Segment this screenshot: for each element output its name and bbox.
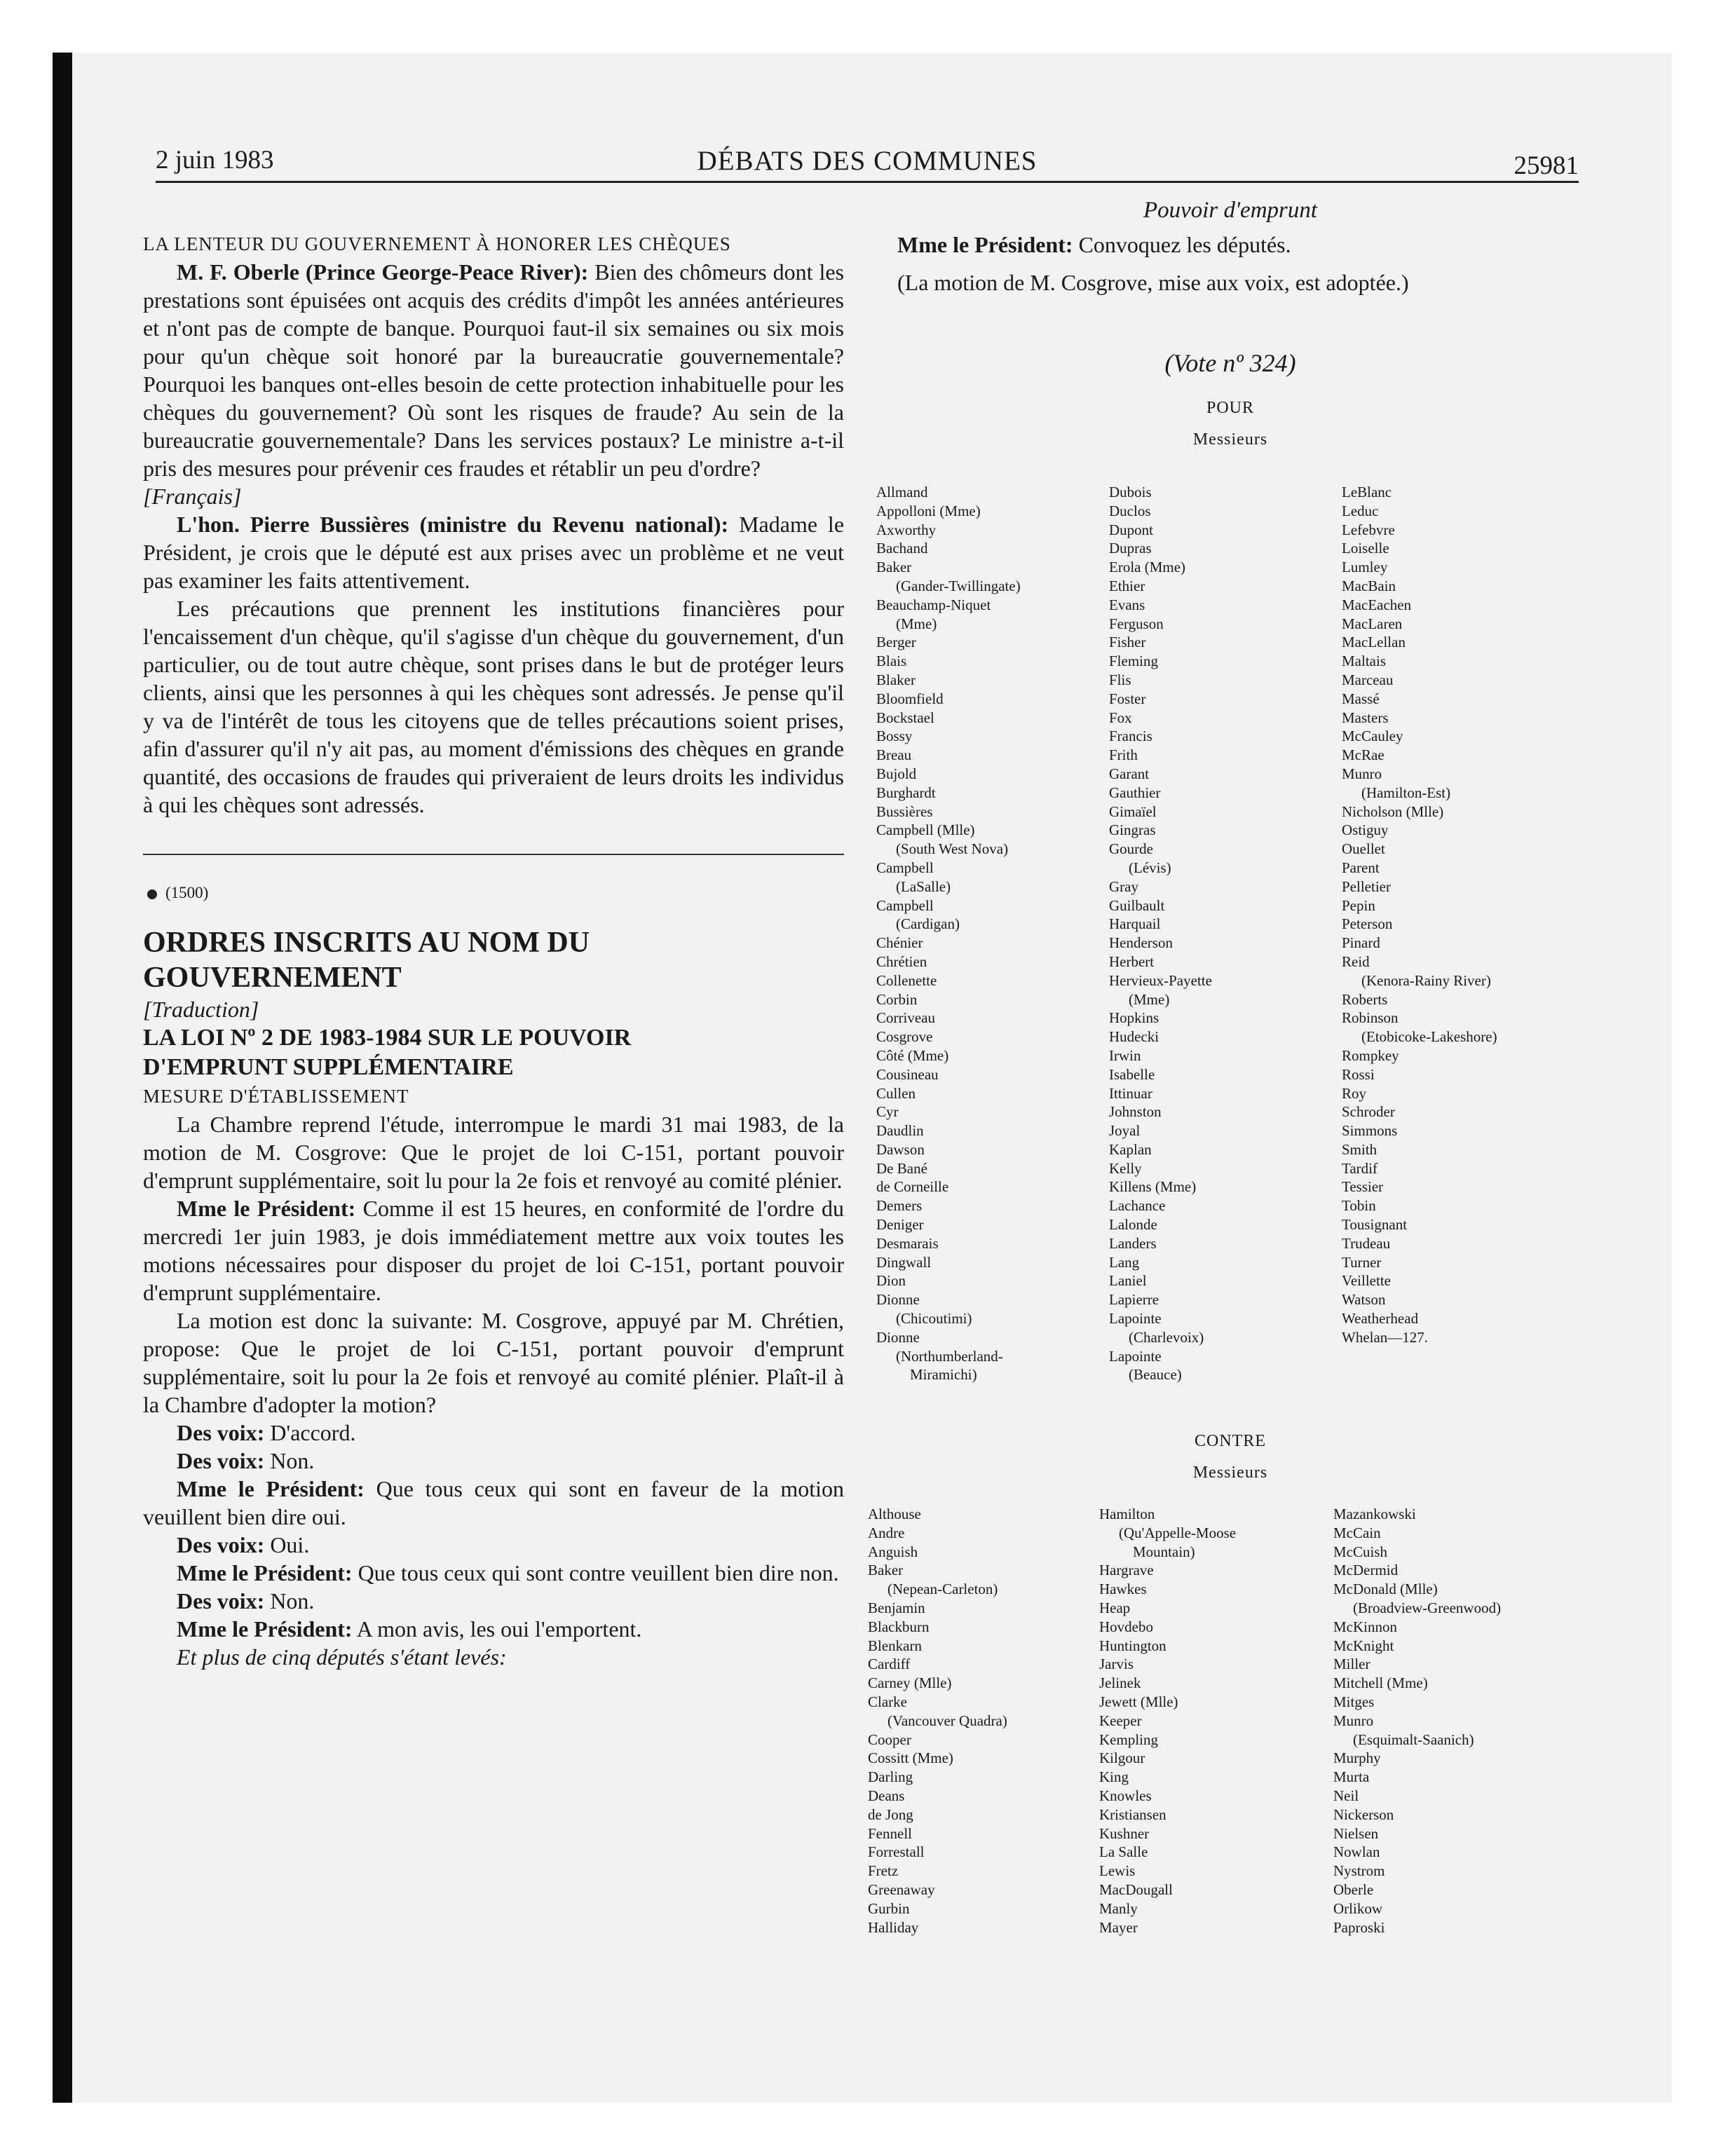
member-name: (LaSalle) — [896, 878, 951, 895]
member-name: Roy — [1342, 1084, 1367, 1102]
member-name: Dupont — [1109, 521, 1153, 538]
member-name: Joyal — [1109, 1122, 1141, 1140]
left-column — [143, 230, 844, 1671]
speaker-name: Des voix: — [177, 1532, 265, 1557]
member-name: McRae — [1342, 746, 1384, 764]
member-name: Dingwall — [876, 1253, 932, 1271]
member-name: Johnston — [1109, 1103, 1162, 1121]
member-name: Trudeau — [1342, 1234, 1391, 1252]
member-name: (Gander-Twillingate) — [896, 577, 1021, 594]
member-name: Lang — [1109, 1253, 1140, 1271]
member-name: Garant — [1109, 765, 1150, 782]
member-name: (Nepean-Carleton) — [887, 1581, 998, 1598]
member-name: Blais — [876, 653, 907, 670]
exchange-4 — [143, 1531, 844, 1559]
speaker-name: Mme le Président: — [177, 1616, 353, 1642]
member-name: Darling — [868, 1768, 913, 1786]
member-name: De Bané — [876, 1159, 927, 1177]
speaker-name: Mme le Président: — [897, 232, 1073, 257]
member-name: (Cardigan) — [896, 915, 960, 933]
member-name: Dionne — [876, 1291, 920, 1309]
speech-text: A mon avis, les oui l'emportent. — [356, 1616, 642, 1642]
member-name: Lumley — [1342, 559, 1388, 576]
member-name: MacDougall — [1099, 1881, 1173, 1898]
member-name: (Qu'Appelle-Moose — [1119, 1524, 1237, 1541]
member-name: (Charlevoix) — [1129, 1328, 1204, 1346]
member-name: Huntington — [1099, 1637, 1166, 1654]
member-name: Bujold — [876, 765, 917, 782]
member-name: Kaplan — [1109, 1140, 1152, 1158]
member-name: Rossi — [1342, 1065, 1375, 1083]
member-name: Dupras — [1109, 540, 1152, 557]
member-name: Whelan—127. — [1342, 1328, 1429, 1346]
speech-text: Que tous ceux qui sont contre veuillent bien dire non. — [358, 1560, 839, 1585]
contre-column-2 — [1099, 1505, 1236, 1937]
member-name: Murta — [1333, 1768, 1370, 1786]
member-name: Kushner — [1099, 1824, 1150, 1842]
member-name: Foster — [1109, 690, 1146, 707]
member-name: Watson — [1342, 1291, 1386, 1309]
header-date: 2 juin 1983 — [156, 146, 274, 175]
member-name: Campbell (Mlle) — [876, 821, 975, 839]
member-name: (Northumberland- — [896, 1347, 1003, 1365]
speech-text: Non. — [270, 1448, 315, 1473]
member-name: Massé — [1342, 690, 1380, 707]
member-name: Duclos — [1109, 502, 1151, 519]
member-name: Tessier — [1342, 1178, 1384, 1196]
member-name: Loiselle — [1342, 540, 1389, 557]
member-name: McCain — [1333, 1524, 1381, 1541]
member-name: Cooper — [868, 1731, 911, 1748]
member-name: Neil — [1333, 1787, 1359, 1804]
speech-text: Madame le Président, je crois que le député est aux prises avec un problème et ne veut pas examiner les faits attentivement. — [143, 512, 845, 593]
section-divider — [143, 854, 844, 855]
member-name: (Hamilton-Est) — [1361, 784, 1451, 801]
bill-title-line-1: LA LOI Nº 2 DE 1983-1984 SUR LE POUVOIR — [143, 1025, 632, 1051]
member-name: Cyr — [876, 1103, 899, 1121]
member-name: Pelletier — [1342, 878, 1391, 895]
member-name: Blaker — [876, 671, 916, 688]
member-name: Roberts — [1342, 990, 1388, 1008]
pour-messieurs-label: Messieurs — [1192, 430, 1268, 449]
paragraph-adoptee: (La motion de M. Cosgrove, mise aux voix, est adoptée.) — [897, 270, 1409, 295]
member-name: Jarvis — [1099, 1656, 1134, 1673]
timestamp-text: (1500) — [165, 884, 209, 901]
member-name: Corriveau — [876, 1009, 935, 1027]
bullet-dot-icon — [147, 889, 157, 899]
member-name: Mountain) — [1133, 1543, 1195, 1560]
paragraph-president — [143, 1194, 844, 1306]
member-name: Côté (Mme) — [876, 1046, 949, 1064]
member-name: Gingras — [1109, 821, 1156, 839]
member-name: Dawson — [876, 1140, 925, 1158]
member-name: Erola (Mme) — [1109, 559, 1186, 576]
speech-text: Comme il est 15 heures, en conformité de l'ordre du mercredi 1er juin 1983, je dois immédiatement mettre aux voix toutes les motions nécessaires pour disposer du projet de loi C-151, portant pouvoir d'emprunt supplémentaire. — [143, 1196, 845, 1305]
member-name: Murphy — [1333, 1749, 1381, 1767]
member-name: McDonald (Mlle) — [1333, 1581, 1438, 1598]
member-name: Forrestall — [868, 1843, 925, 1861]
member-name: Desmarais — [876, 1234, 939, 1252]
speaker-name: Des voix: — [177, 1588, 265, 1613]
member-name: Robinson — [1342, 1009, 1399, 1027]
paragraph-oberle — [143, 258, 844, 482]
member-name: King — [1099, 1768, 1129, 1786]
member-name: Smith — [1342, 1140, 1377, 1158]
member-name: Bloomfield — [876, 690, 944, 707]
member-name: Beauchamp-Niquet — [876, 596, 991, 613]
member-name: Bockstael — [876, 709, 934, 726]
speaker-name: Mme le Président: — [177, 1560, 353, 1585]
member-name: de Jong — [868, 1806, 913, 1823]
member-name: MacLellan — [1342, 634, 1406, 651]
member-name: Gimaïel — [1109, 803, 1157, 820]
member-name: Jelinek — [1099, 1674, 1141, 1692]
member-name: Kempling — [1099, 1731, 1158, 1748]
closing-note: Et plus de cinq députés s'étant levés: — [177, 1644, 507, 1670]
member-name: Paproski — [1333, 1918, 1385, 1936]
member-name: Hopkins — [1109, 1009, 1159, 1027]
section-title-line-1: ORDRES INSCRITS AU NOM DU — [143, 927, 590, 959]
member-name: Tardif — [1342, 1159, 1378, 1177]
paragraph-motion: La motion est donc la suivante: M. Cosgrove, appuyé par M. Chrétien, propose: Que le projet de loi C-151, portant pouvoir d'emprunt supplémentaire, soit lu pour la 2e fois et renvoyé au comité plénier. Plaît-il à la Chambre d'adopter la motion? — [143, 1308, 844, 1417]
vote-title: (Vote nº 324) — [1164, 349, 1296, 377]
section-title — [143, 925, 844, 995]
member-name: (Mme) — [1129, 990, 1170, 1008]
exchange-1 — [143, 1419, 844, 1447]
member-name: Hamilton — [1099, 1506, 1155, 1522]
member-name: Kilgour — [1099, 1749, 1145, 1767]
member-name: LeBlanc — [1342, 484, 1392, 500]
member-name: Berger — [876, 634, 916, 651]
member-name: Mazankowski — [1333, 1506, 1416, 1522]
member-name: Veillette — [1342, 1272, 1391, 1290]
member-name: Heap — [1099, 1599, 1131, 1616]
member-name: Kelly — [1109, 1159, 1142, 1177]
member-name: Ferguson — [1109, 615, 1164, 632]
member-name: Lapointe — [1109, 1310, 1162, 1328]
member-name: Killens (Mme) — [1109, 1178, 1197, 1196]
member-name: Pepin — [1342, 896, 1375, 914]
member-name: (Kenora-Rainy River) — [1361, 971, 1491, 989]
speech-text: Que tous ceux qui sont en faveur de la motion veuillent bien dire oui. — [143, 1476, 844, 1529]
member-name: Irwin — [1109, 1046, 1141, 1064]
member-name: Frith — [1109, 746, 1138, 764]
speaker-name: M. F. Oberle (Prince George-Peace River): — [177, 259, 589, 285]
member-name: Orlikow — [1333, 1899, 1382, 1917]
paragraph-precautions: Les précautions que prennent les institutions financières pour l'encaissement d'un chèque, qu'il s'agisse d'un chèque du gouvernement, d'un particulier, ou de tout autre chèque, sont prises dans le but de protéger leurs clients, ainsi que les personnes à qui les chèques sont adressés. Je pense qu'il y va de l'intérêt de tous les citoyens que de telles précautions soient prises, afin d'assurer qu'il n'y ait pas, au moment d'émissions des chèques en grande quantité, des occasions de fraudes qui priveraient de leurs droits les individus à qui les chèques sont adressés. — [143, 596, 844, 817]
pour-column-1 — [876, 483, 1021, 1384]
member-name: Fretz — [868, 1862, 899, 1880]
member-name: Benjamin — [868, 1599, 925, 1616]
member-name: Cosgrove — [876, 1028, 933, 1046]
member-name: Knowles — [1099, 1787, 1152, 1804]
member-name: Tousignant — [1342, 1216, 1408, 1234]
translation-tag: [Traduction] — [143, 997, 259, 1022]
member-name: Munro — [1342, 765, 1382, 782]
member-name: Hudecki — [1109, 1028, 1159, 1046]
pour-column-2 — [1109, 483, 1212, 1384]
member-name: Parent — [1342, 859, 1380, 876]
member-name: Daudlin — [876, 1122, 924, 1140]
member-name: Althouse — [868, 1506, 921, 1522]
member-name: Pinard — [1342, 934, 1380, 952]
member-name: (Lévis) — [1129, 859, 1171, 876]
member-name: Fleming — [1109, 653, 1159, 670]
exchange-6 — [143, 1587, 844, 1615]
question-heading: LA LENTEUR DU GOUVERNEMENT À HONORER LES CHÈQUES — [143, 233, 731, 254]
member-name: Oberle — [1333, 1881, 1374, 1898]
member-name: Appolloni (Mme) — [876, 502, 981, 519]
member-name: Masters — [1342, 709, 1389, 726]
member-name: Jewett (Mlle) — [1099, 1693, 1178, 1710]
header-page-number: 25981 — [1513, 151, 1579, 180]
speech-text: Convoquez les députés. — [1078, 232, 1291, 257]
exchange-2 — [143, 1447, 844, 1475]
speaker-name: Mme le Président: — [177, 1476, 365, 1501]
member-name: Bachand — [876, 540, 928, 557]
member-name: Allmand — [876, 484, 928, 500]
pour-column-3 — [1342, 483, 1497, 1347]
speech-text: Oui. — [270, 1532, 310, 1557]
member-name: Miller — [1333, 1656, 1370, 1673]
member-name: Campbell — [876, 859, 934, 876]
speaker-name: Des voix: — [177, 1448, 265, 1473]
member-name: Guilbault — [1109, 896, 1165, 914]
timestamp-marker — [143, 879, 844, 907]
member-name: Schroder — [1342, 1103, 1395, 1121]
member-name: La Salle — [1099, 1843, 1148, 1861]
member-name: Keeper — [1099, 1712, 1142, 1729]
member-name: Fox — [1109, 709, 1132, 726]
pour-name-list — [876, 483, 1584, 1394]
member-name: Francis — [1109, 728, 1152, 745]
member-name: (Broadview-Greenwood) — [1353, 1599, 1502, 1616]
contre-name-list — [868, 1505, 1584, 1953]
running-title: Pouvoir d'emprunt — [1143, 198, 1318, 223]
member-name: Lachance — [1109, 1197, 1166, 1215]
member-name: Dubois — [1109, 484, 1152, 500]
member-name: Lapointe — [1109, 1347, 1162, 1365]
member-name: Andre — [868, 1524, 905, 1541]
member-name: Greenaway — [868, 1881, 935, 1898]
member-name: Flis — [1109, 671, 1131, 688]
member-name: Mitchell (Mme) — [1333, 1674, 1428, 1692]
member-name: Gourde — [1109, 840, 1153, 858]
member-name: Bossy — [876, 728, 913, 745]
member-name: Tobin — [1342, 1197, 1376, 1215]
exchange-7 — [143, 1615, 844, 1643]
member-name: Axworthy — [876, 521, 937, 538]
member-name: Turner — [1342, 1253, 1382, 1271]
speech-text: D'accord. — [270, 1420, 356, 1445]
page-header — [156, 139, 1579, 183]
member-name: Dion — [876, 1272, 906, 1290]
member-name: Nystrom — [1333, 1862, 1385, 1880]
bill-title — [143, 1023, 844, 1082]
member-name: Evans — [1109, 596, 1145, 613]
member-name: de Corneille — [876, 1178, 949, 1196]
section-title-line-2: GOUVERNEMENT — [143, 962, 402, 994]
member-name: Lewis — [1099, 1862, 1136, 1880]
member-name: Henderson — [1109, 934, 1173, 952]
member-name: Anguish — [868, 1543, 918, 1560]
member-name: Ittinuar — [1109, 1084, 1152, 1102]
member-name: Weatherhead — [1342, 1310, 1419, 1328]
speaker-name: L'hon. Pierre Bussières (ministre du Revenu national): — [177, 512, 729, 537]
member-name: Collenette — [876, 971, 937, 989]
member-name: Hovdebo — [1099, 1618, 1153, 1635]
member-name: McKinnon — [1333, 1618, 1397, 1635]
member-name: Kristiansen — [1099, 1806, 1166, 1823]
member-name: MacBain — [1342, 577, 1396, 594]
member-name: Lefebvre — [1342, 521, 1395, 538]
member-name: Fisher — [1109, 634, 1146, 651]
member-name: Baker — [876, 559, 912, 576]
member-name: Chrétien — [876, 953, 927, 970]
member-name: Deniger — [876, 1216, 924, 1234]
member-name: Hargrave — [1099, 1562, 1154, 1579]
member-name: Dionne — [876, 1328, 920, 1346]
member-name: Nicholson (Mlle) — [1342, 803, 1444, 820]
member-name: Hervieux-Payette — [1109, 971, 1212, 989]
member-name: Cousineau — [876, 1065, 939, 1083]
contre-label: CONTRE — [1195, 1432, 1266, 1450]
contre-column-1 — [868, 1505, 1007, 1937]
member-name: Munro — [1333, 1712, 1374, 1729]
paragraph-resume: La Chambre reprend l'étude, interrompue le mardi 31 mai 1983, de la motion de M. Cosgrove: Que le projet de loi C-151, portant pouvoir d'emprunt supplémentaire, soit lu pour la 2e fois et renvoyé au comité plénier. — [143, 1112, 844, 1193]
member-name: Nickerson — [1333, 1806, 1394, 1823]
member-name: Nowlan — [1333, 1843, 1380, 1861]
member-name: (Chicoutimi) — [896, 1310, 972, 1328]
member-name: Isabelle — [1109, 1065, 1155, 1083]
exchange-3 — [143, 1475, 844, 1531]
member-name: Harquail — [1109, 915, 1161, 933]
member-name: Laniel — [1109, 1272, 1147, 1290]
paragraph-convoquez — [897, 231, 1584, 259]
speech-text: Bien des chômeurs dont les prestations sont épuisées ont acquis des crédits d'impôt les années antérieures et n'ont pas de compte de banque. Pourquoi faut-il six semaines ou six mois pour qu'un chèque soit honoré par la bureaucratie gouvernementale? Pourquoi les banques ont-elles besoin de cette protection inhabituelle pour les chèques du gouvernement? Où sont les risques de fraude? Au sein de la bureaucratie gouvernementale? Dans les services postaux? Le ministre a-t-il pris des mesures pour prévenir ces fraudes et rétablir un peu d'ordre? — [143, 259, 844, 481]
member-name: Deans — [868, 1787, 905, 1804]
member-name: Nielsen — [1333, 1824, 1379, 1842]
paragraph-bussieres — [143, 510, 844, 594]
member-name: Breau — [876, 746, 912, 764]
speaker-name: Mme le Président: — [177, 1196, 356, 1221]
member-name: Leduc — [1342, 502, 1379, 519]
member-name: (Vancouver Quadra) — [887, 1712, 1007, 1729]
member-name: (Esquimalt-Saanich) — [1353, 1731, 1474, 1748]
member-name: Ouellet — [1342, 840, 1385, 858]
member-name: Burghardt — [876, 784, 936, 801]
member-name: Maltais — [1342, 653, 1386, 670]
member-name: (Etobicoke-Lakeshore) — [1361, 1028, 1497, 1046]
member-name: Cardiff — [868, 1656, 911, 1673]
member-name: Demers — [876, 1197, 923, 1215]
member-name: Herbert — [1109, 953, 1155, 970]
member-name: Carney (Mlle) — [868, 1674, 952, 1692]
member-name: Lapierre — [1109, 1291, 1159, 1309]
member-name: McCuish — [1333, 1543, 1388, 1560]
member-name: Bussières — [876, 803, 933, 820]
speech-text: Non. — [270, 1588, 315, 1613]
member-name: McDermid — [1333, 1562, 1399, 1579]
member-name: Chénier — [876, 934, 923, 952]
member-name: Mayer — [1099, 1918, 1138, 1936]
member-name: Landers — [1109, 1234, 1157, 1252]
language-tag: [Français] — [143, 484, 242, 509]
member-name: MacLaren — [1342, 615, 1403, 632]
pour-label: POUR — [1206, 399, 1255, 417]
member-name: Halliday — [868, 1918, 919, 1936]
member-name: Ostiguy — [1342, 821, 1389, 839]
header-title: DÉBATS DES COMMUNES — [697, 146, 1037, 176]
member-name: Clarke — [868, 1693, 907, 1710]
member-name: Corbin — [876, 990, 918, 1008]
member-name: (Beauce) — [1129, 1366, 1182, 1384]
member-name: Manly — [1099, 1899, 1138, 1917]
exchange-5 — [143, 1559, 844, 1587]
right-column — [868, 198, 1584, 1953]
member-name: Fennell — [868, 1824, 912, 1842]
scan-edge-bar — [53, 53, 72, 2103]
member-name: Blackburn — [868, 1618, 930, 1635]
member-name: McCauley — [1342, 728, 1403, 745]
member-name: Marceau — [1342, 671, 1394, 688]
member-name: Miramichi) — [910, 1366, 977, 1384]
member-name: Gray — [1109, 878, 1138, 895]
bill-title-line-2: D'EMPRUNT SUPPLÉMENTAIRE — [143, 1054, 514, 1080]
speaker-name: Des voix: — [177, 1420, 265, 1445]
member-name: Gauthier — [1109, 784, 1161, 801]
member-name: (Mme) — [896, 615, 937, 632]
member-name: MacEachen — [1342, 596, 1412, 613]
member-name: Gurbin — [868, 1899, 910, 1917]
member-name: Rompkey — [1342, 1046, 1399, 1064]
member-name: Campbell — [876, 896, 934, 914]
contre-column-3 — [1333, 1505, 1501, 1937]
member-name: Baker — [868, 1562, 904, 1579]
member-name: Cossitt (Mme) — [868, 1749, 953, 1767]
member-name: Cullen — [876, 1084, 916, 1102]
member-name: (South West Nova) — [896, 840, 1009, 858]
member-name: Reid — [1342, 953, 1370, 970]
sub-heading: MESURE D'ÉTABLISSEMENT — [143, 1086, 409, 1107]
member-name: Lalonde — [1109, 1216, 1157, 1234]
member-name: Mitges — [1333, 1693, 1375, 1710]
member-name: Peterson — [1342, 915, 1393, 933]
member-name: Ethier — [1109, 577, 1145, 594]
member-name: Blenkarn — [868, 1637, 922, 1654]
member-name: McKnight — [1333, 1637, 1394, 1654]
member-name: Simmons — [1342, 1122, 1398, 1140]
contre-messieurs-label: Messieurs — [1192, 1464, 1268, 1482]
member-name: Hawkes — [1099, 1581, 1147, 1598]
